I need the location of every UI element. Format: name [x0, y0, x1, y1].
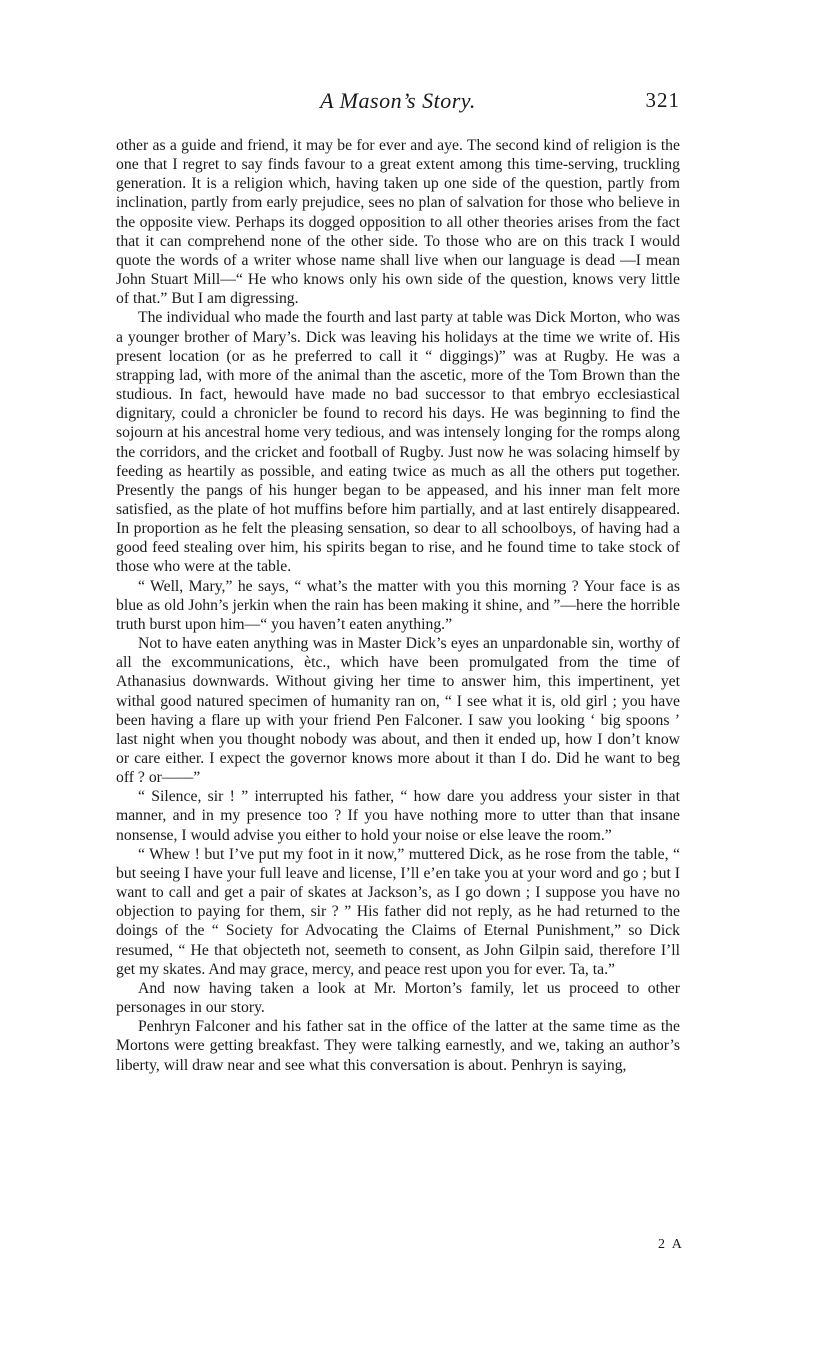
paragraph: Not to have eaten anything was in Master Dick’s eyes an unpardonable sin, worthy of all the excommunications, ètc., which have been promulgated from the time of Athanasius downwards. Without giving her time to answer him, this impertinent, yet withal good natured specimen of humanity ran on, “ I see what it is, old girl ; you have been having a flare up with your friend Pen Falconer. I saw you looking ‘ big spoons ’ last night when you thought nobody was about, and then it ended up, how I don’t know or care either. I expect the governor knows more about it than I do. Did he want to beg off ? or——” — [116, 635, 680, 787]
paragraph: The individual who made the fourth and last party at table was Dick Morton, who was a younger brother of Mary’s. Dick was leaving his holidays at the time we write of. His present location (or as he preferred to call it “ diggings)” was at Rugby. He was a strapping lad, with more of the animal than the ascetic, more of the Tom Brown than the studious. In fact, hewould have made no bad successor to that embryo ecclesiastical dignitary, could a chronicler be found to record his days. He was beginning to find the sojourn at his ancestral home very tedious, and was intensely longing for the romps along the corridors, and the cricket and football of Rugby. Just now he was solacing himself by feeding as heartily as possible, and eating twice as much as all the others put together. Presently the pangs of his hunger began to be appeased, and his inner man felt more satisfied, as the plate of hot muffins before him partially, and at last entirely disappeared. In proportion as he felt the pleasing sensation, so dear to all schoolboys, of having had a good feed stealing over him, his spirits began to rise, and he found time to take stock of those who were at the table. — [116, 309, 680, 576]
paragraph: And now having taken a look at Mr. Morton’s family, let us proceed to other personages in our story. — [116, 979, 680, 1017]
paragraph: “ Well, Mary,” he says, “ what’s the matter with you this morning ? Your face is as blue as old John’s jerkin when the rain has been making it shine, and ”—here the horrible truth burst upon him—“ you haven’t eaten anything.” — [116, 577, 680, 633]
body-text — [116, 136, 680, 1075]
running-title: A Mason’s Story. — [320, 88, 476, 113]
paragraph: other as a guide and friend, it may be for ever and aye. The second kind of religion is the one that I regret to say finds favour to a great extent among this time-serving, truckling generation. It is a religion which, having taken up one side of the question, partly from inclination, partly from early prejudice, sees no plan of salvation for those who believe in the opposite view. Perhaps its dogged opposition to all other theories arises from the fact that it can comprehend none of the other side. To those who are on this track I would quote the words of a writer whose name shall live when our language is dead —I mean John Stuart Mill—“ He who knows only his own side of the question, knows very little of that.” But I am digressing. — [116, 137, 680, 308]
page-number: 321 — [645, 88, 680, 112]
paragraph: Penhryn Falconer and his father sat in the office of the latter at the same time as the Mortons were getting breakfast. They were talking earnestly, and we, taking an author’s liberty, will draw near and see what this conversation is about. Penhryn is saying, — [116, 1018, 680, 1074]
paragraph: “ Silence, sir ! ” interrupted his father, “ how dare you address your sister in that manner, and in my presence too ? If you have nothing more to utter than that insane nonsense, I would advise you either to hold your noise or else leave the room.” — [116, 788, 680, 844]
signature-mark: 2 A — [658, 1237, 684, 1252]
running-head — [116, 88, 680, 118]
paragraph: “ Whew ! but I’ve put my foot in it now,” muttered Dick, as he rose from the table, “ but seeing I have your full leave and license, I’ll e’en take you at your word and go ; but I want to call and get a pair of skates at Jackson’s, as I go down ; I suppose you have no objection to paying for them, sir ? ” His father did not reply, as he had returned to the doings of the “ Society for Advocating the Claims of Eternal Punishment,” so Dick resumed, “ He that objecteth not, seemeth to consent, as John Gilpin said, therefore I’ll get my skates. And may grace, mercy, and peace rest upon you for ever. Ta, ta.” — [116, 845, 680, 978]
